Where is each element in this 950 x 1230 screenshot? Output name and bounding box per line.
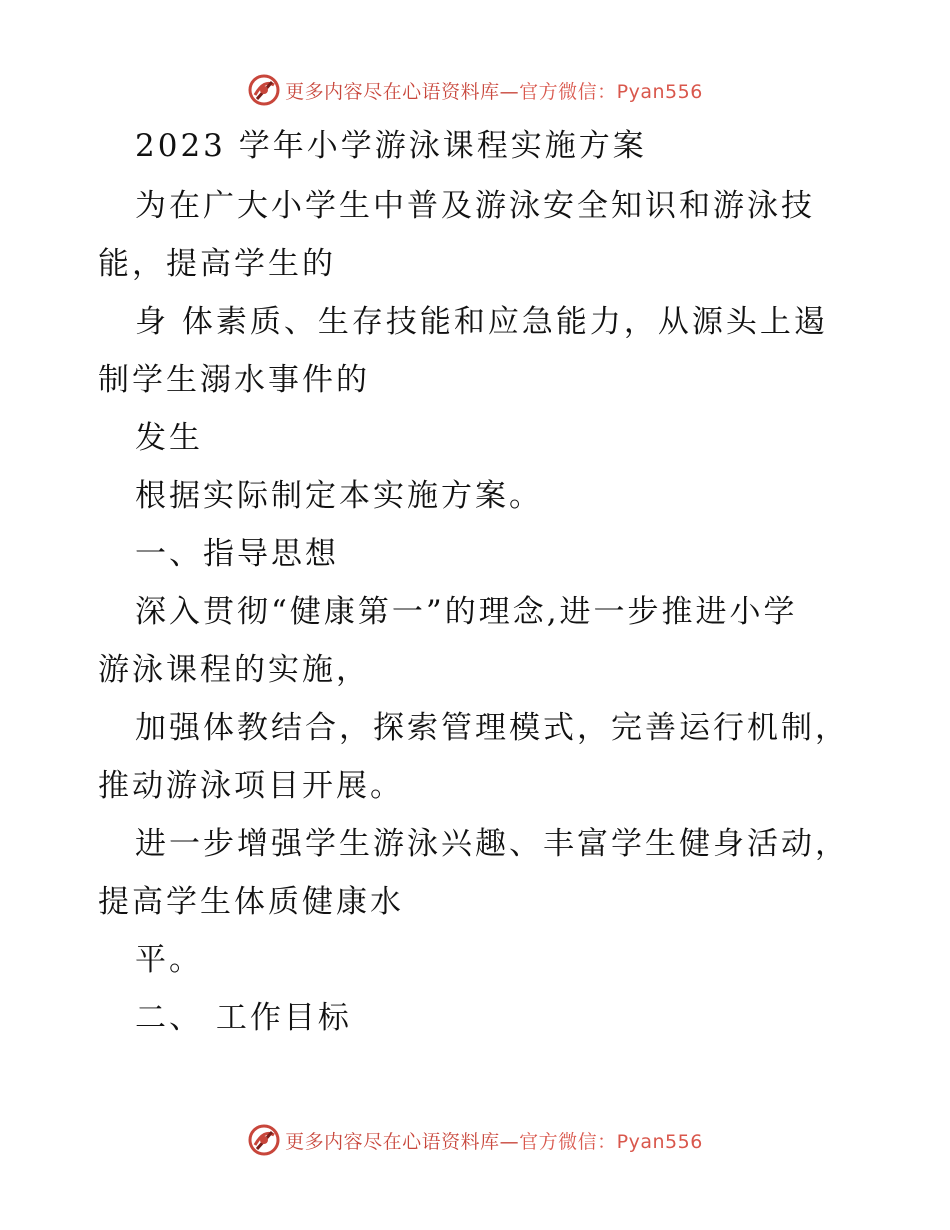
section-heading: 一、指导思想	[135, 536, 339, 572]
brand-logo-icon	[247, 1123, 281, 1157]
paragraph-line: 提高学生体质健康水	[98, 884, 404, 920]
paragraph-line: 加强体教结合，探索管理模式，完善运行机制，	[135, 710, 849, 746]
watermark-brand: 更多内容尽在心语资料库	[285, 1130, 500, 1153]
paragraph-line: 进一步增强学生游泳兴趣、丰富学生健身活动，	[135, 826, 849, 862]
paragraph-line: 平。	[135, 942, 203, 978]
watermark-dash: —	[499, 80, 520, 103]
paragraph-line: 能，提高学生的	[98, 246, 336, 282]
watermark-contact: 官方微信：Pyan556	[519, 1130, 703, 1153]
section-heading: 二、 工作目标	[135, 1000, 352, 1036]
paragraph-line: 根据实际制定本实施方案。	[135, 478, 543, 514]
paragraph-line: 制学生溺水事件的	[98, 362, 370, 398]
watermark-text	[285, 1127, 703, 1154]
header-watermark	[0, 70, 950, 110]
paragraph-line: 推动游泳项目开展。	[98, 768, 404, 804]
paragraph-line: 深入贯彻“健康第一”的理念,进一步推进小学	[135, 594, 798, 630]
watermark-brand: 更多内容尽在心语资料库	[285, 80, 500, 103]
watermark-dash: —	[499, 1130, 520, 1153]
document-title: 2023 学年小学游泳课程实施方案	[135, 128, 647, 164]
brand-logo-icon	[247, 73, 281, 107]
watermark-contact: 官方微信：Pyan556	[519, 80, 703, 103]
paragraph-line: 发生	[135, 420, 203, 456]
footer-watermark	[0, 1120, 950, 1160]
paragraph-line: 为在广大小学生中普及游泳安全知识和游泳技	[135, 188, 815, 224]
paragraph-line: 游泳课程的实施，	[98, 652, 370, 688]
paragraph-line: 身 体素质、生存技能和应急能力，从源头上遏	[135, 304, 828, 340]
watermark-text	[285, 77, 703, 104]
